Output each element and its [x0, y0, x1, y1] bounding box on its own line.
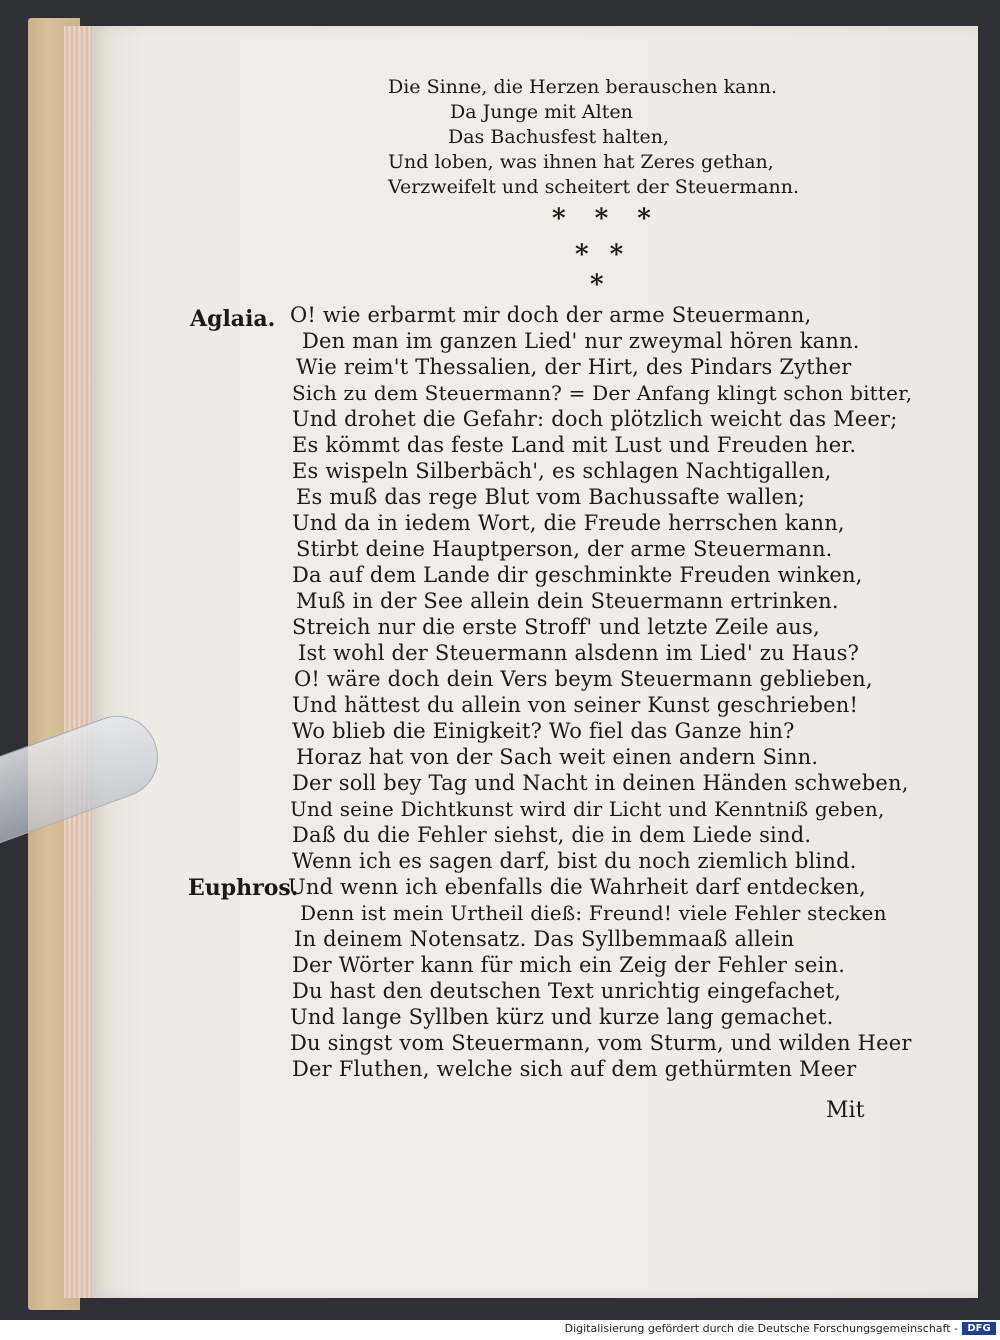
euphros-line: Und wenn ich ebenfalls die Wahrheit darf entdecken, [288, 875, 867, 899]
aglaia-line: Es muß das rege Blut vom Bachussafte wallen; [296, 485, 806, 509]
verse-line: Die Sinne, die Herzen berauschen kann. [388, 76, 777, 98]
aglaia-line: Und hättest du allein von seiner Kunst geschrieben! [292, 693, 859, 717]
aglaia-line: Daß du die Fehler siehst, die in dem Liede sind. [292, 823, 812, 847]
aglaia-line: Der soll bey Tag und Nacht in deinen Händen schweben, [292, 771, 909, 795]
aglaia-line: Sich zu dem Steuermann? = Der Anfang klingt schon bitter, [292, 381, 913, 405]
asterisk-ornament: * * [575, 240, 630, 270]
digitization-credit: Digitalisierung gefördert durch die Deutsche Forschungsgemeinschaft - [564, 1322, 958, 1335]
asterisk-ornament: * [590, 270, 604, 300]
euphros-line: Der Wörter kann für mich ein Zeig der Fehler sein. [292, 953, 846, 977]
aglaia-line: Den man im ganzen Lied' nur zweymal hören kann. [302, 329, 860, 353]
aglaia-line: Es wispeln Silberbäch', es schlagen Nachtigallen, [292, 459, 832, 483]
euphros-line: Du hast den deutschen Text unrichtig eingefachet, [292, 979, 842, 1003]
asterisk-ornament: * * * [552, 204, 661, 234]
aglaia-line: Wo blieb die Einigkeit? Wo fiel das Ganze hin? [292, 719, 795, 743]
euphros-line: Denn ist mein Urtheil dieß: Freund! viele Fehler stecken [300, 901, 887, 925]
verse-line: Das Bachusfest halten, [448, 126, 670, 148]
speaker-aglaia: Aglaia. [190, 306, 276, 332]
euphros-line: Und lange Syllben kürz und kurze lang gemachet. [290, 1005, 834, 1029]
aglaia-line: Horaz hat von der Sach weit einen andern Sinn. [296, 745, 819, 769]
euphros-line: Du singst vom Steuermann, vom Sturm, und wilden Heer [290, 1031, 912, 1055]
speaker-euphros: Euphros. [188, 875, 299, 901]
aglaia-line: Muß in der See allein dein Steuermann ertrinken. [296, 589, 839, 613]
aglaia-line: Da auf dem Lande dir geschminkte Freuden winken, [292, 563, 863, 587]
verse-line: Verzweifelt und scheitert der Steuermann. [388, 176, 800, 198]
verse-line: Und loben, was ihnen hat Zeres gethan, [388, 151, 774, 173]
verse-line: Da Junge mit Alten [450, 101, 633, 123]
page-edges [64, 26, 94, 1298]
aglaia-line: O! wie erbarmt mir doch der arme Steuermann, [290, 303, 812, 327]
aglaia-line: Wie reim't Thessalien, der Hirt, des Pindars Zyther [296, 355, 852, 379]
aglaia-line: Ist wohl der Steuermann alsdenn im Lied' zu Haus? [298, 641, 860, 665]
aglaia-line: Und seine Dichtkunst wird dir Licht und Kenntniß geben, [290, 797, 885, 821]
dfg-logo: DFG [962, 1322, 996, 1335]
aglaia-line: Es kömmt das feste Land mit Lust und Freuden her. [292, 433, 857, 457]
aglaia-line: Stirbt deine Hauptperson, der arme Steuermann. [296, 537, 833, 561]
aglaia-line: Und drohet die Gefahr: doch plötzlich weicht das Meer; [292, 407, 898, 431]
aglaia-line: Streich nur die erste Stroff' und letzte Zeile aus, [292, 615, 820, 639]
euphros-line: Der Fluthen, welche sich auf dem gethürmten Meer [292, 1057, 857, 1081]
aglaia-line: Und da in iedem Wort, die Freude herrschen kann, [292, 511, 845, 535]
catchword: Mit [826, 1098, 865, 1123]
aglaia-line: O! wäre doch dein Vers beym Steuermann geblieben, [294, 667, 873, 691]
euphros-line: In deinem Notensatz. Das Syllbemmaaß allein [294, 927, 795, 951]
aglaia-line: Wenn ich es sagen darf, bist du noch ziemlich blind. [292, 849, 857, 873]
